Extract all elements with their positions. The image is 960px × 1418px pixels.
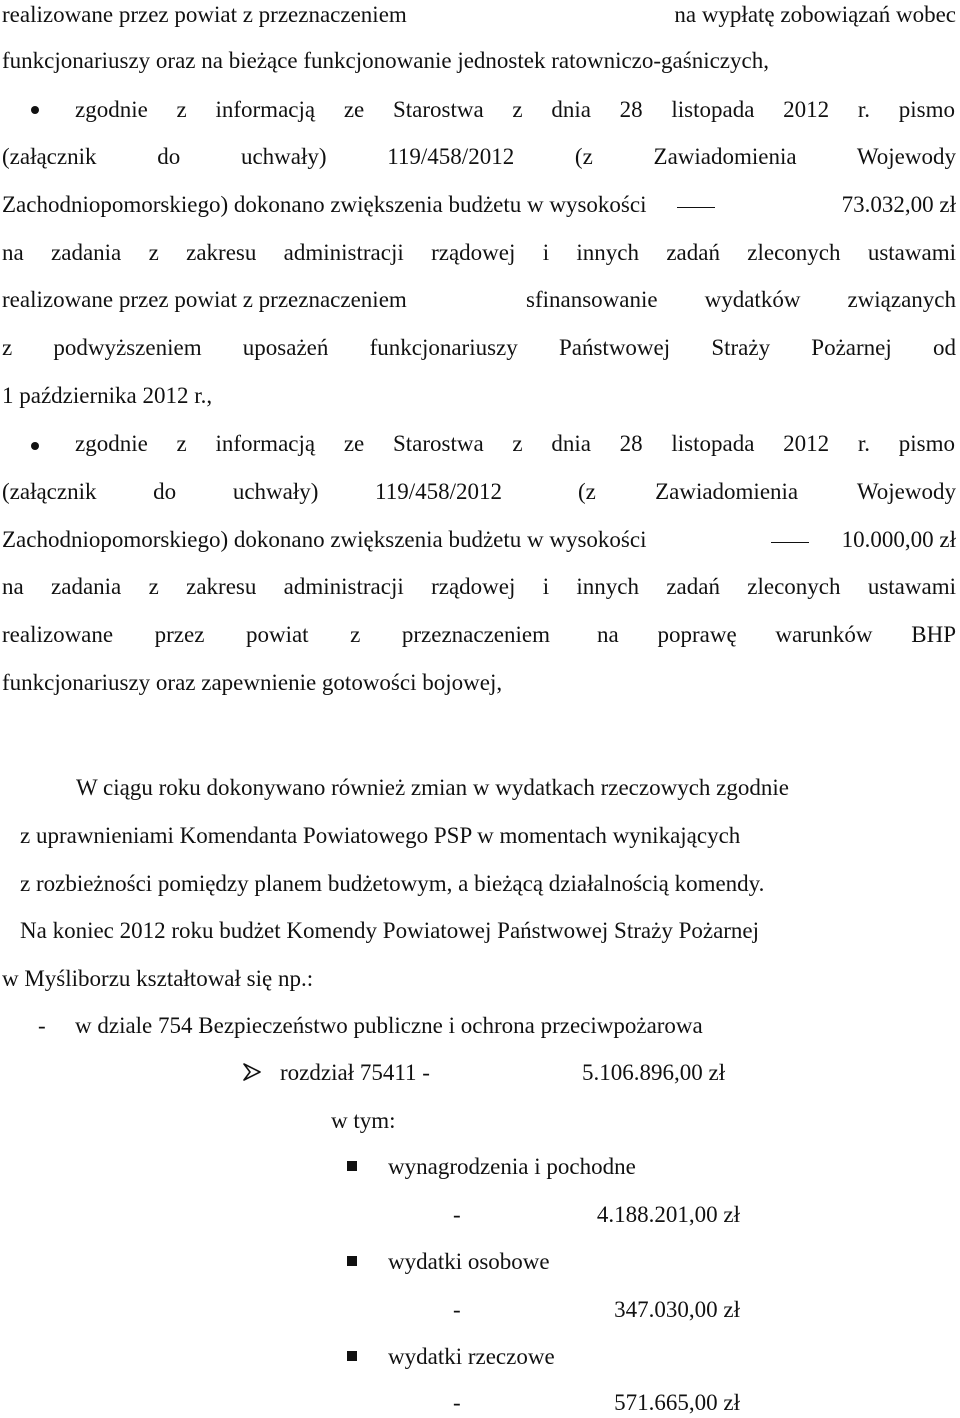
- text-line: Na koniec 2012 roku budżet Komendy Powiatowej Państwowej Straży Pożarnej: [20, 918, 760, 943]
- text-line: w Myśliborzu kształtował się np.:: [2, 966, 314, 991]
- text-segment: realizowane przez powiat z przeznaczeniem: [2, 287, 407, 312]
- amount: 10.000,00 zł: [841, 527, 956, 552]
- list-item-label: wynagrodzenia i pochodne: [388, 1154, 636, 1179]
- list-item-dash: -: [453, 1390, 461, 1415]
- text-line: [2, 477, 502, 507]
- dzial-line: w dziale 754 Bezpieczeństwo publiczne i ochrona przeciwpożarowa: [75, 1013, 703, 1038]
- text-segment: sfinansowanie wydatków związanych: [526, 287, 956, 312]
- rozdzial-value: 5.106.896,00 zł: [582, 1060, 726, 1085]
- arrow-bullet-icon: [242, 1062, 262, 1082]
- text-segment: na poprawę warunków BHP: [597, 622, 956, 647]
- text-line: na zadania z zakresu administracji rządowej i innych zadań zleconych ustawami: [2, 574, 956, 599]
- list-item-value: 347.030,00 zł: [614, 1297, 740, 1322]
- list-item-dash: -: [453, 1202, 461, 1227]
- text-line: na zadania z zakresu administracji rządowej i innych zadań zleconych ustawami: [2, 240, 956, 265]
- text-line: zgodnie z informacją ze Starostwa z dnia 28 listopada 2012 r. pismo: [75, 431, 955, 456]
- text-line: z rozbieżności pomiędzy planem budżetowym, a bieżącą działalnością komendy.: [20, 871, 765, 896]
- text-line: (załącznik do uchwały) 119/458/2012 (z Zawiadomienia Wojewody: [2, 144, 956, 169]
- text-line: [2, 0, 956, 30]
- text-line: [2, 285, 407, 315]
- square-bullet-icon: [347, 1161, 357, 1171]
- text-segment: realizowane przez powiat z przeznaczeniem: [2, 2, 407, 27]
- dash-line: [677, 207, 715, 208]
- wtym-label: w tym:: [331, 1108, 396, 1133]
- list-item-value: 4.188.201,00 zł: [596, 1202, 740, 1227]
- list-item-label: wydatki rzeczowe: [388, 1344, 555, 1369]
- square-bullet-icon: [347, 1256, 357, 1266]
- amount: 73.032,00 zł: [841, 192, 956, 217]
- text-line: z uprawnieniami Komendanta Powiatowego PSP w momentach wynikających: [20, 823, 741, 848]
- text-line: zgodnie z informacją ze Starostwa z dnia 28 listopada 2012 r. pismo: [75, 97, 955, 122]
- bullet-dot-icon: [31, 106, 39, 114]
- text-line: funkcjonariuszy oraz zapewnienie gotowości bojowej,: [2, 670, 503, 695]
- dash-line: [771, 542, 809, 543]
- bullet-dot-icon: [31, 442, 39, 450]
- list-item-value: 571.665,00 zł: [614, 1390, 740, 1415]
- list-item-dash: -: [453, 1297, 461, 1322]
- square-bullet-icon: [347, 1351, 357, 1361]
- list-item-label: wydatki osobowe: [388, 1249, 550, 1274]
- text-line: 1 października 2012 r.,: [2, 383, 213, 408]
- text-segment: na wypłatę zobowiązań wobec: [674, 2, 956, 27]
- text-line: realizowane przez powiat z przeznaczeniem: [2, 622, 550, 647]
- text-line: funkcjonariuszy oraz na bieżące funkcjonowanie jednostek ratowniczo-gaśniczych,: [2, 48, 769, 73]
- text-segment: Zachodniopomorskiego) dokonano zwiększenia budżetu w wysokości: [2, 192, 647, 217]
- list-dash: -: [38, 1013, 46, 1038]
- text-segment: (załącznik do uchwały) 119/458/2012: [2, 479, 502, 504]
- text-line: Zachodniopomorskiego) dokonano zwiększenia budżetu w wysokości: [2, 527, 647, 552]
- text-line: z podwyższeniem uposażeń funkcjonariuszy Państwowej Straży Pożarnej od: [2, 335, 956, 360]
- text-line: W ciągu roku dokonywano również zmian w wydatkach rzeczowych zgodnie: [76, 775, 789, 800]
- rozdzial-label: rozdział 75411 -: [280, 1060, 430, 1085]
- text-segment: (z Zawiadomienia Wojewody: [578, 479, 956, 504]
